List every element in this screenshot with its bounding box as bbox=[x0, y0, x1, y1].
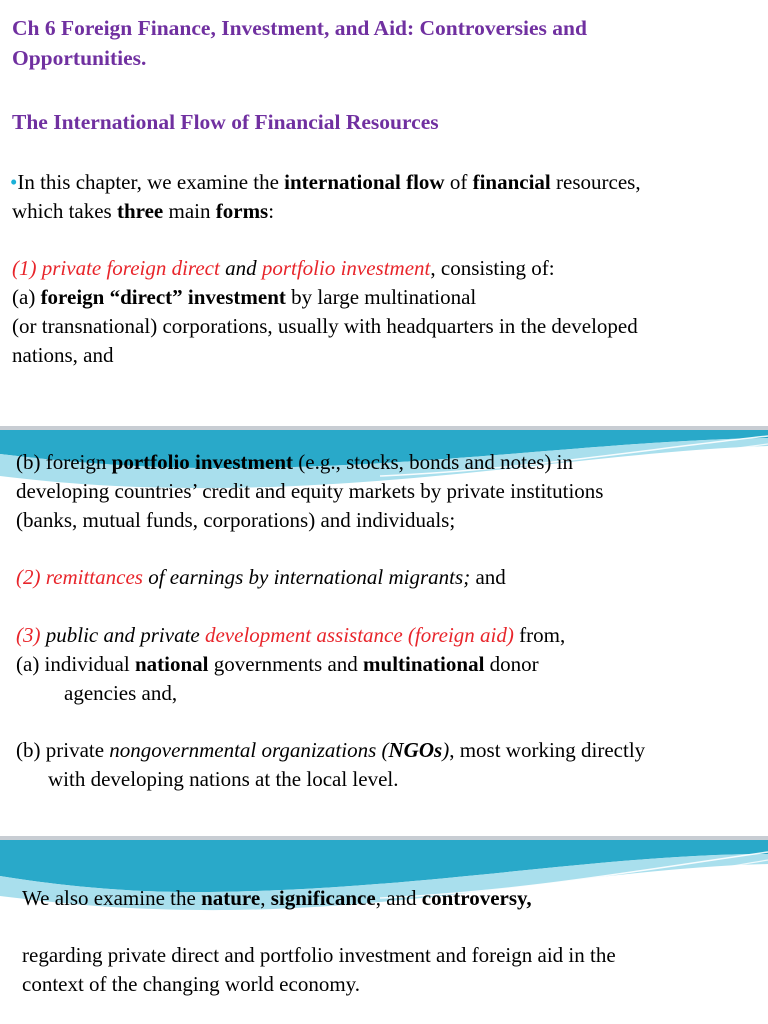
bullet-icon: • bbox=[10, 170, 18, 194]
slide-2 bbox=[0, 430, 768, 840]
intro-line-1: •In this chapter, we examine the international flow of financial resources, bbox=[10, 170, 641, 194]
item-1a-line-1: (a) foreign “direct” investment by large multinational bbox=[12, 285, 477, 309]
item-1a-line-2: (or transnational) corporations, usually with headquarters in the developed bbox=[12, 314, 638, 338]
conclusion-line-2: regarding private direct and portfolio investment and foreign aid in the bbox=[22, 943, 616, 967]
intro-line-2: which takes three main forms: bbox=[12, 199, 275, 223]
item-1-heading: (1) private foreign direct and portfolio investment, consisting of: bbox=[12, 256, 555, 280]
slide-title-line-2: Opportunities. bbox=[12, 46, 147, 70]
item-3a-line-1: (a) individual national governments and multinational donor bbox=[16, 652, 539, 676]
slide-title-line-1: Ch 6 Foreign Finance, Investment, and Aid: Controversies and bbox=[12, 16, 587, 40]
item-1b-line-3: (banks, mutual funds, corporations) and individuals; bbox=[16, 508, 456, 532]
section-subtitle: The International Flow of Financial Resources bbox=[12, 110, 439, 134]
item-3a-line-2: agencies and, bbox=[64, 681, 178, 705]
item-2-line: (2) remittances of earnings by international migrants; and bbox=[16, 565, 506, 589]
item-3b-line-1: (b) private nongovernmental organizations (NGOs), most working directly bbox=[16, 738, 646, 762]
conclusion-line-3: context of the changing world economy. bbox=[22, 972, 361, 996]
item-1b-line-2: developing countries’ credit and equity markets by private institutions bbox=[16, 479, 604, 503]
item-1b-line-1: (b) foreign portfolio investment (e.g., stocks, bonds and notes) in bbox=[16, 450, 574, 474]
slide-3 bbox=[0, 840, 768, 1024]
slide-1 bbox=[0, 0, 768, 430]
item-3-heading: (3) public and private development assistance (foreign aid) from, bbox=[16, 623, 566, 647]
item-1a-line-3: nations, and bbox=[12, 343, 114, 367]
conclusion-line-1: We also examine the nature, significance, and controversy, bbox=[22, 886, 532, 910]
item-3b-line-2: with developing nations at the local level. bbox=[48, 767, 399, 791]
